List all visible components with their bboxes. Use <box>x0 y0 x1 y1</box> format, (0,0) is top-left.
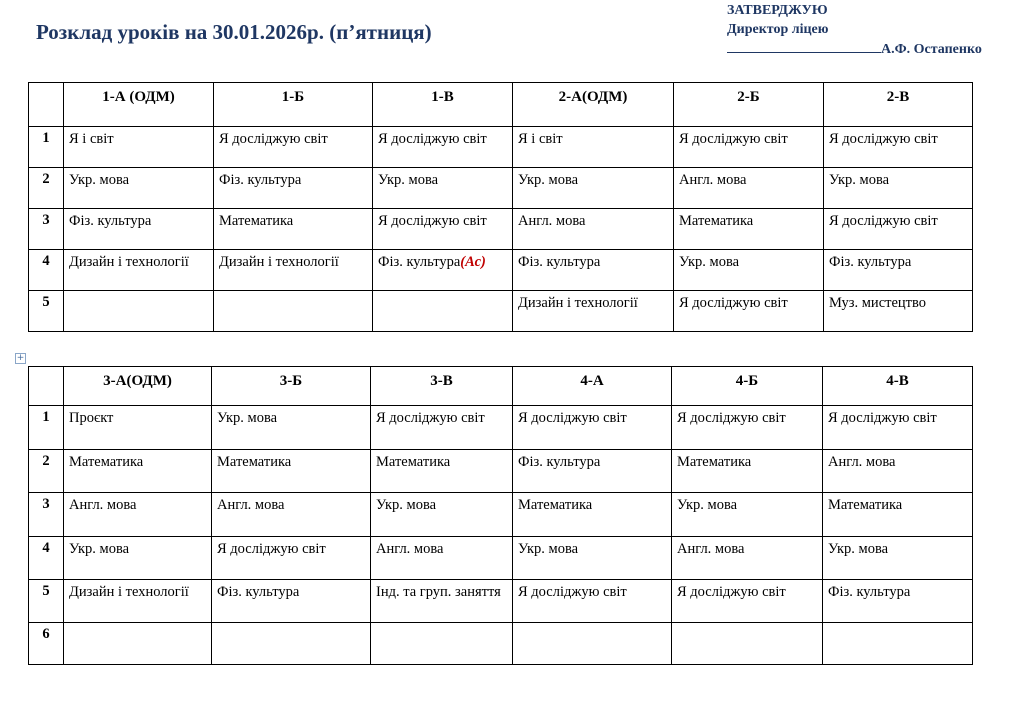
lesson-cell: Я досліджую світ <box>823 406 973 450</box>
lesson-cell: Математика <box>823 493 973 537</box>
class-header: 3-Б <box>212 367 371 406</box>
class-header: 4-Б <box>672 367 823 406</box>
lesson-cell: Я досліджую світ <box>672 406 823 450</box>
lesson-cell: Англ. мова <box>672 537 823 580</box>
lesson-cell: Я досліджую світ <box>674 291 824 332</box>
lesson-cell: Математика <box>214 209 373 250</box>
lesson-cell: Я досліджую світ <box>824 209 973 250</box>
lesson-cell: Математика <box>513 493 672 537</box>
lesson-number: 5 <box>29 580 64 623</box>
class-header: 2-А(ОДМ) <box>513 83 674 127</box>
table-row <box>29 168 973 209</box>
table-row <box>29 580 973 623</box>
class-header: 1-В <box>373 83 513 127</box>
table-header-row <box>29 367 973 406</box>
lesson-number: 5 <box>29 291 64 332</box>
signature-line <box>727 39 881 53</box>
corner-cell <box>29 83 64 127</box>
class-header: 1-А (ОДМ) <box>64 83 214 127</box>
lesson-cell: Математика <box>64 450 212 493</box>
lesson-cell: Математика <box>371 450 513 493</box>
approval-block <box>727 1 982 59</box>
lesson-cell: Я досліджую світ <box>371 406 513 450</box>
lesson-number: 2 <box>29 168 64 209</box>
lesson-number: 6 <box>29 623 64 665</box>
lesson-cell: Англ. мова <box>212 493 371 537</box>
lesson-cell: Математика <box>672 450 823 493</box>
lesson-cell <box>64 623 212 665</box>
lesson-cell: Фіз. культура <box>214 168 373 209</box>
table-row <box>29 250 973 291</box>
lesson-cell: Я досліджую світ <box>513 406 672 450</box>
lesson-cell: Інд. та груп. заняття <box>371 580 513 623</box>
lesson-number: 4 <box>29 537 64 580</box>
lesson-cell: Фіз. культура <box>823 580 973 623</box>
lesson-cell: Укр. мова <box>824 168 973 209</box>
lesson-cell: Дизайн і технології <box>513 291 674 332</box>
lesson-cell: Англ. мова <box>371 537 513 580</box>
table-row <box>29 493 973 537</box>
lesson-cell: Англ. мова <box>674 168 824 209</box>
table-header-row <box>29 83 973 127</box>
lesson-cell <box>214 291 373 332</box>
lesson-cell <box>513 623 672 665</box>
lesson-cell: Дизайн і технології <box>64 580 212 623</box>
class-header: 2-Б <box>674 83 824 127</box>
class-header: 2-В <box>824 83 973 127</box>
class-header: 3-В <box>371 367 513 406</box>
lesson-cell: Укр. мова <box>672 493 823 537</box>
table-row <box>29 209 973 250</box>
lesson-cell <box>212 623 371 665</box>
lesson-cell <box>672 623 823 665</box>
lesson-cell <box>823 623 973 665</box>
lesson-cell: Англ. мова <box>513 209 674 250</box>
lesson-number: 1 <box>29 406 64 450</box>
lesson-cell: Я досліджую світ <box>674 127 824 168</box>
lesson-cell: Я і світ <box>64 127 214 168</box>
lesson-cell: Укр. мова <box>373 168 513 209</box>
schedule-table-2 <box>28 366 973 665</box>
lesson-cell: Укр. мова <box>371 493 513 537</box>
lesson-cell: Укр. мова <box>212 406 371 450</box>
lesson-cell: Я досліджую світ <box>672 580 823 623</box>
table-row <box>29 537 973 580</box>
lesson-number: 3 <box>29 209 64 250</box>
lesson-cell: Я досліджую світ <box>373 127 513 168</box>
lesson-cell <box>64 291 214 332</box>
lesson-cell: Укр. мова <box>513 537 672 580</box>
director-name: А.Ф. Остапенко <box>881 42 982 57</box>
table-row <box>29 127 973 168</box>
signature-row <box>727 39 982 59</box>
lesson-text: Фіз. культура <box>378 254 461 270</box>
lesson-cell: Фіз. культура <box>824 250 973 291</box>
lesson-cell <box>373 291 513 332</box>
lesson-cell: Муз. мистецтво <box>824 291 973 332</box>
lesson-cell: Я досліджую світ <box>212 537 371 580</box>
class-header: 4-В <box>823 367 973 406</box>
table-row <box>29 291 973 332</box>
lesson-cell: Укр. мова <box>513 168 674 209</box>
lesson-cell: Укр. мова <box>823 537 973 580</box>
class-header: 3-А(ОДМ) <box>64 367 212 406</box>
lesson-cell: Укр. мова <box>64 168 214 209</box>
approve-label: ЗАТВЕРДЖУЮ <box>727 3 828 18</box>
lesson-cell: Дизайн і технології <box>214 250 373 291</box>
lesson-number: 4 <box>29 250 64 291</box>
lesson-cell: Укр. мова <box>674 250 824 291</box>
class-header: 4-А <box>513 367 672 406</box>
lesson-cell: Фіз. культура <box>212 580 371 623</box>
table-row <box>29 450 973 493</box>
director-label: Директор ліцею <box>727 22 829 37</box>
lesson-cell: Математика <box>674 209 824 250</box>
lesson-cell: Математика <box>212 450 371 493</box>
lesson-cell: Я і світ <box>513 127 674 168</box>
lesson-cell: Я досліджую світ <box>373 209 513 250</box>
lesson-cell <box>371 623 513 665</box>
assistant-note: (Ас) <box>460 254 486 270</box>
lesson-cell: Англ. мова <box>823 450 973 493</box>
lesson-number: 3 <box>29 493 64 537</box>
table-row <box>29 623 973 665</box>
schedule-table-1 <box>28 82 973 332</box>
lesson-cell: Англ. мова <box>64 493 212 537</box>
lesson-cell: Я досліджую світ <box>214 127 373 168</box>
lesson-cell: Укр. мова <box>64 537 212 580</box>
lesson-cell: Фіз. культура <box>513 450 672 493</box>
lesson-number: 1 <box>29 127 64 168</box>
lesson-cell: Я досліджую світ <box>513 580 672 623</box>
lesson-cell: Проєкт <box>64 406 212 450</box>
lesson-cell: Фіз. культура <box>513 250 674 291</box>
corner-cell <box>29 367 64 406</box>
page-title: Розклад уроків на 30.01.2026р. (п’ятниця) <box>36 20 432 44</box>
table-move-handle-icon[interactable]: + <box>16 353 25 363</box>
class-header: 1-Б <box>214 83 373 127</box>
lesson-cell: Фіз. культура <box>64 209 214 250</box>
lesson-cell: Дизайн і технології <box>64 250 214 291</box>
lesson-number: 2 <box>29 450 64 493</box>
lesson-cell: Я досліджую світ <box>824 127 973 168</box>
table-row <box>29 406 973 450</box>
lesson-cell <box>373 250 513 291</box>
